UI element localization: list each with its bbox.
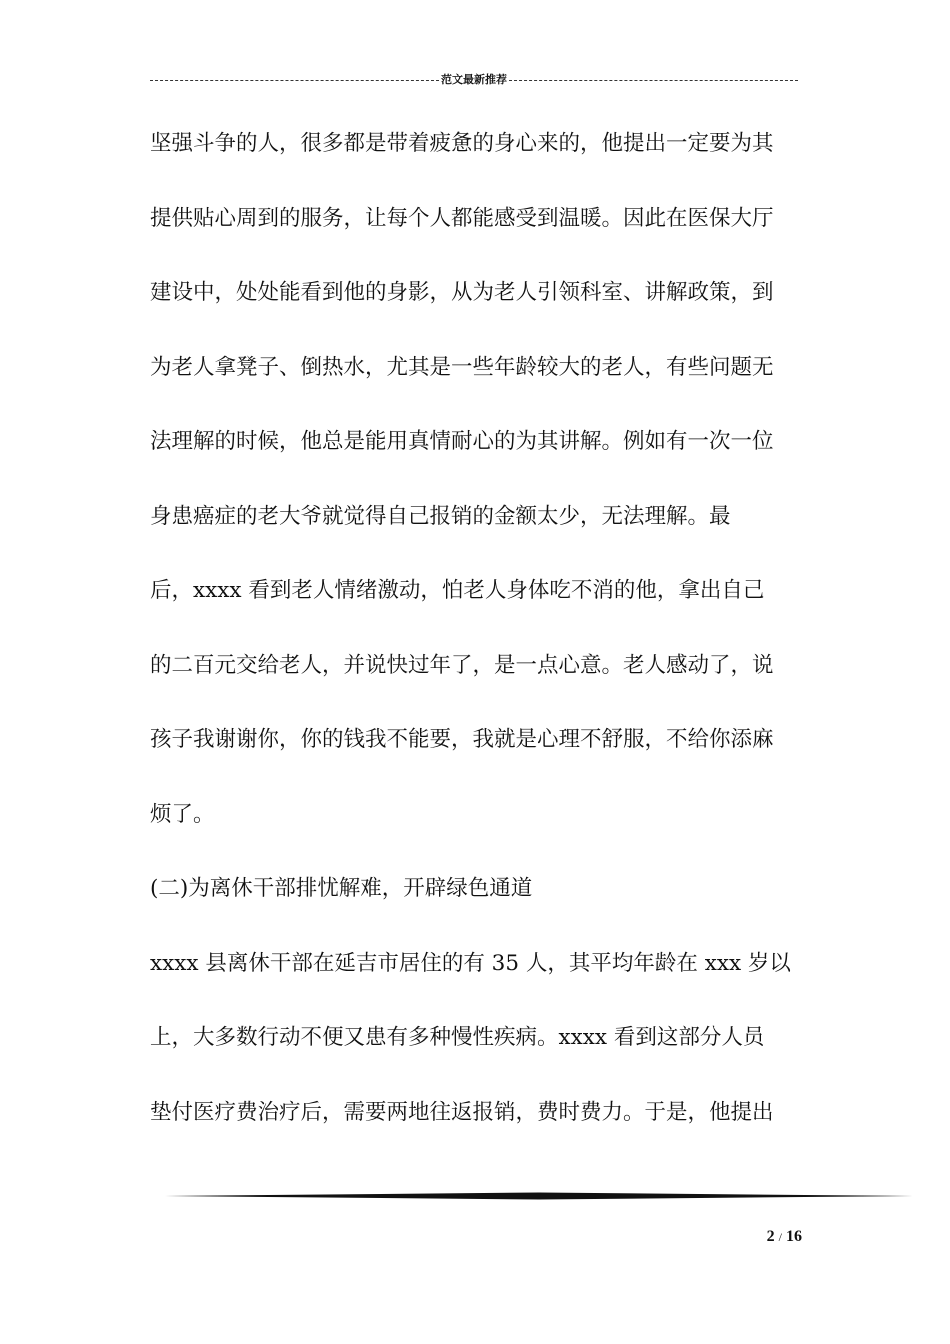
page-header <box>150 68 798 90</box>
page-number <box>740 1228 802 1246</box>
body-line: 坚强斗争的人，很多都是带着疲惫的身心来的，他提出一定要为其 <box>150 131 774 156</box>
body-line: 上，大多数行动不便又患有多种慢性疾病。xxxx 看到这部分人员 <box>150 1025 765 1050</box>
body-line: xxxx 县离休干部在延吉市居住的有 35 人，其平均年龄在 xxx 岁以 <box>150 950 791 976</box>
body-line: 为老人拿凳子、倒热水，尤其是一些年龄较大的老人，有些问题无 <box>150 354 774 380</box>
body-line: 法理解的时候，他总是能用真情耐心的为其讲解。例如有一次一位 <box>150 429 774 454</box>
footer-rule <box>165 1192 913 1200</box>
page-separator: / <box>778 1230 782 1244</box>
body-line: 的二百元交给老人，并说快过年了，是一点心意。老人感动了，说 <box>150 652 774 678</box>
body-line: 身患癌症的老大爷就觉得自己报销的金额太少，无法理解。最 <box>150 503 731 529</box>
header-title: 范文最新推荐 <box>441 73 507 86</box>
body-line: 烦了。 <box>150 801 215 827</box>
page-total: 16 <box>786 1228 802 1245</box>
document-body <box>150 120 800 1163</box>
section-heading: (二)为离休干部排忧解难，开辟绿色通道 <box>150 876 533 901</box>
body-line: 垫付医疗费治疗后，需要两地往返报销，费时费力。于是，他提出 <box>150 1099 774 1125</box>
body-line: 孩子我谢谢你，你的钱我不能要，我就是心理不舒服，不给你添麻 <box>150 727 774 752</box>
page-current: 2 <box>766 1228 775 1245</box>
body-line: 建设中，处处能看到他的身影，从为老人引领科室、讲解政策，到 <box>150 280 774 305</box>
body-line: 提供贴心周到的服务，让每个人都能感受到温暖。因此在医保大厅 <box>150 205 774 231</box>
body-line: 后，xxxx 看到老人情绪激动，怕老人身体吃不消的他，拿出自己 <box>150 578 765 603</box>
header-dash-right <box>509 80 798 81</box>
header-dash-left <box>150 80 439 81</box>
